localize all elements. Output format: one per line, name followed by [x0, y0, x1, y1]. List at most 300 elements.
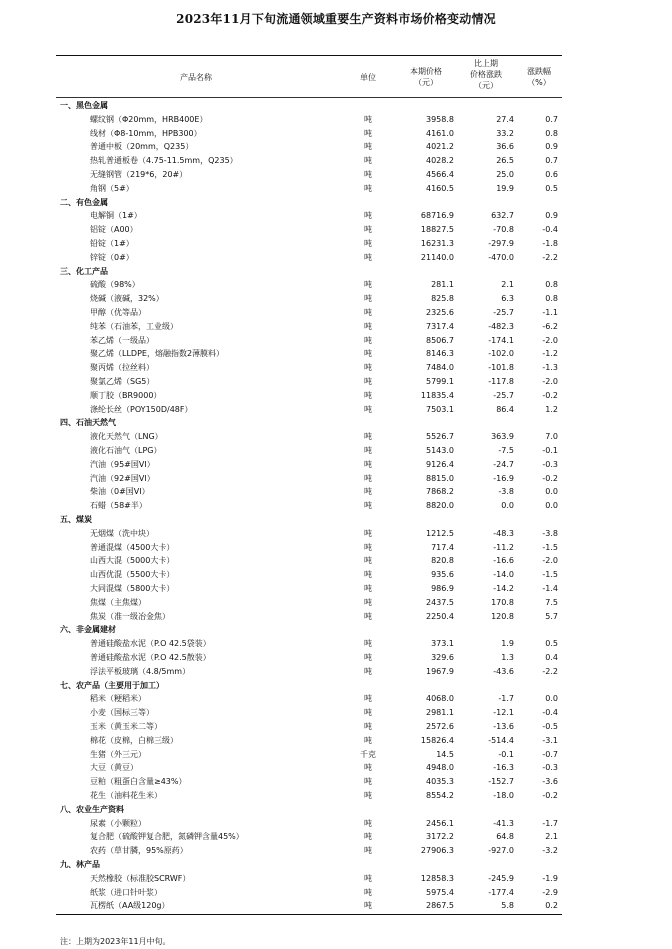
product-name: 普通中板（20mm，Q235） [90, 142, 194, 152]
table-row [56, 306, 562, 320]
unit-cell: 吨 [364, 735, 372, 745]
pct-cell: -0.2 [542, 473, 558, 483]
change-cell: 27.4 [496, 114, 514, 124]
document-title: 2023年11月下旬流通领域重要生产资料市场价格变动情况 [176, 12, 496, 26]
change-cell: 632.7 [491, 211, 514, 221]
change-cell: -102.0 [488, 349, 514, 359]
change-cell: 26.5 [496, 156, 514, 166]
product-name: 大同混煤（5800大卡） [90, 584, 175, 593]
change-cell: -16.6 [493, 556, 514, 566]
category-label: 九、林产品 [60, 860, 100, 869]
category-row [56, 196, 562, 210]
table-row [56, 292, 562, 306]
change-cell: -11.2 [493, 542, 514, 552]
table-row [56, 554, 562, 568]
price-cell: 8506.7 [426, 335, 454, 345]
table-row [56, 706, 562, 720]
table-row [56, 830, 562, 844]
category-row [56, 679, 562, 693]
table-row [56, 499, 562, 513]
price-cell: 18827.5 [420, 225, 454, 235]
price-cell: 2437.5 [426, 597, 454, 607]
header-unit: 单位 [360, 73, 376, 82]
change-cell: 25.0 [496, 170, 514, 179]
category-row [56, 803, 562, 817]
change-cell: 5.8 [501, 901, 514, 911]
product-name: 热轧普通板卷（4.75-11.5mm，Q235） [90, 156, 238, 166]
change-cell: -14.0 [493, 570, 514, 580]
product-name: 柴油（0#国VI） [90, 487, 150, 497]
category-row [56, 623, 562, 637]
pct-cell: 0.8 [545, 280, 558, 290]
product-name: 涤纶长丝（POY150D/48F） [90, 404, 193, 414]
table-row [56, 485, 562, 499]
product-name: 普通硅酸盐水泥（P.O 42.5袋装） [90, 639, 211, 649]
pct-cell: -1.5 [542, 570, 558, 580]
unit-cell: 吨 [364, 239, 372, 248]
change-cell: -297.9 [488, 239, 514, 248]
category-label: 七、农产品（主要用于加工） [60, 680, 164, 690]
unit-cell: 吨 [364, 280, 372, 290]
change-cell: -117.8 [488, 377, 514, 386]
unit-cell: 吨 [364, 528, 372, 538]
pct-cell: 0.5 [545, 183, 558, 193]
price-cell: 8815.0 [426, 473, 454, 483]
pct-cell: -0.2 [542, 390, 558, 400]
pct-cell: -1.8 [542, 239, 558, 248]
pct-cell: 0.8 [545, 128, 558, 138]
table-row [56, 775, 562, 789]
product-name: 无缝钢管（219*6，20#） [90, 170, 188, 179]
change-cell: 170.8 [491, 597, 514, 607]
pct-cell: -2.2 [542, 252, 558, 262]
product-name: 焦煤（主焦煤） [90, 597, 146, 607]
pct-cell: -1.1 [542, 308, 558, 317]
price-cell: 27906.3 [420, 846, 454, 856]
table-row [56, 320, 562, 334]
table-row [56, 651, 562, 665]
table-row [56, 430, 562, 444]
table-row [56, 610, 562, 624]
table-row [56, 140, 562, 154]
pct-cell: -1.9 [542, 873, 558, 883]
table-row [56, 761, 562, 775]
pct-cell: -0.2 [542, 791, 558, 800]
pct-cell: -1.4 [542, 584, 558, 593]
category-label: 三、化工产品 [60, 266, 108, 276]
product-name: 稻米（粳稻米） [90, 694, 146, 704]
change-cell: 1.3 [501, 653, 514, 662]
pct-cell: -1.3 [542, 363, 558, 373]
price-cell: 935.6 [431, 570, 454, 580]
unit-cell: 吨 [364, 556, 372, 566]
table-bottom-rule [56, 914, 562, 915]
price-cell: 3958.8 [426, 114, 454, 124]
table-row [56, 720, 562, 734]
product-name: 花生（油料花生米） [90, 791, 162, 800]
table-row [56, 278, 562, 292]
table-row [56, 734, 562, 748]
pct-cell: -2.0 [542, 335, 558, 345]
product-name: 电解铜（1#） [90, 211, 142, 221]
product-name: 瓦楞纸（AA级120g） [90, 901, 170, 911]
change-cell: -70.8 [493, 225, 514, 235]
product-name: 玉米（黄玉米二等） [90, 722, 162, 731]
product-name: 硫酸（98%） [90, 280, 140, 290]
product-name: 普通混煤（4500大卡） [90, 542, 175, 552]
table-row [56, 361, 562, 375]
unit-cell: 吨 [364, 542, 372, 552]
product-name: 角钢（5#） [90, 183, 134, 193]
pct-cell: -2.0 [542, 556, 558, 566]
price-cell: 7503.1 [426, 404, 454, 414]
product-name: 液化石油气（LPG） [90, 446, 162, 455]
pct-cell: 7.0 [545, 432, 558, 442]
price-cell: 8554.2 [426, 791, 454, 800]
category-label: 六、非金属建材 [60, 625, 116, 635]
product-name: 聚氯乙烯（SG5） [90, 377, 155, 386]
header-price [396, 66, 456, 88]
price-cell: 717.4 [431, 542, 454, 552]
table-row [56, 251, 562, 265]
change-cell: -245.9 [488, 873, 514, 883]
pct-cell: 2.1 [545, 832, 558, 842]
price-cell: 7484.0 [426, 363, 454, 373]
table-row [56, 541, 562, 555]
unit-cell: 吨 [364, 901, 372, 911]
unit-cell: 吨 [364, 832, 372, 842]
pct-cell: -3.6 [542, 777, 558, 787]
unit-cell: 吨 [364, 335, 372, 345]
product-name: 螺纹钢（Φ20mm，HRB400E） [90, 114, 208, 124]
pct-cell: 0.5 [545, 639, 558, 649]
pct-cell: -2.9 [542, 887, 558, 897]
change-cell: -14.2 [493, 584, 514, 593]
header-pct [516, 66, 562, 88]
pct-cell: -3.8 [542, 528, 558, 538]
product-name: 烧碱（液碱，32%） [90, 294, 164, 304]
table-row [56, 692, 562, 706]
pct-cell: -0.5 [542, 722, 558, 731]
change-cell: -25.7 [493, 390, 514, 400]
product-name: 液化天然气（LNG） [90, 432, 163, 442]
price-cell: 5526.7 [426, 432, 454, 442]
table-row [56, 844, 562, 858]
product-name: 豆粕（粗蛋白含量≥43%） [90, 777, 187, 787]
unit-cell: 吨 [364, 128, 372, 138]
category-row [56, 265, 562, 279]
product-name: 锌锭（0#） [90, 252, 134, 262]
pct-cell: -2.0 [542, 377, 558, 386]
price-cell: 2572.6 [426, 722, 454, 731]
price-cell: 4021.2 [426, 142, 454, 152]
unit-cell: 吨 [364, 887, 372, 897]
price-cell: 986.9 [431, 584, 454, 593]
change-cell: 19.9 [496, 183, 514, 193]
unit-cell: 吨 [364, 584, 372, 593]
pct-cell: -2.2 [542, 666, 558, 676]
pct-cell: -1.7 [542, 818, 558, 828]
pct-cell: -0.3 [542, 763, 558, 773]
unit-cell: 吨 [364, 694, 372, 704]
product-name: 山西优混（5500大卡） [90, 570, 175, 580]
table-row [56, 389, 562, 403]
table-row [56, 872, 562, 886]
change-cell: -177.4 [488, 887, 514, 897]
pct-cell: 0.9 [545, 142, 558, 152]
table-row [56, 748, 562, 762]
change-cell: -43.6 [493, 666, 514, 676]
pct-cell: 0.9 [545, 211, 558, 221]
change-cell: -7.5 [498, 446, 514, 455]
change-cell: 33.2 [496, 128, 514, 138]
pct-cell: -6.2 [542, 321, 558, 331]
price-cell: 2456.1 [426, 818, 454, 828]
product-name: 普通硅酸盐水泥（P.O 42.5散装） [90, 653, 211, 662]
product-name: 汽油（92#国VI） [90, 473, 155, 483]
change-cell: 0.0 [501, 501, 514, 511]
price-cell: 8820.0 [426, 501, 454, 511]
product-name: 纸浆（进口针叶浆） [90, 887, 162, 897]
unit-cell: 吨 [364, 459, 372, 469]
unit-cell: 吨 [364, 349, 372, 359]
pct-cell: 0.4 [545, 653, 558, 662]
price-cell: 329.6 [431, 653, 454, 662]
price-cell: 5799.1 [426, 377, 454, 386]
table-row [56, 527, 562, 541]
unit-cell: 吨 [364, 252, 372, 262]
change-cell: 1.9 [501, 639, 514, 649]
change-cell: -3.8 [498, 487, 514, 497]
category-row [56, 513, 562, 527]
header-change [456, 58, 516, 91]
pct-cell: -0.4 [542, 225, 558, 235]
price-cell: 1967.9 [426, 666, 454, 676]
price-cell: 4161.0 [426, 128, 454, 138]
price-cell: 12858.3 [420, 873, 454, 883]
product-name: 山西大混（5000大卡） [90, 556, 175, 566]
table-row [56, 182, 562, 196]
price-cell: 15826.4 [420, 735, 454, 745]
table-row [56, 596, 562, 610]
price-cell: 14.5 [436, 749, 454, 759]
table-row [56, 127, 562, 141]
category-label: 四、石油天然气 [60, 418, 116, 428]
change-cell: -18.0 [493, 791, 514, 800]
product-name: 复合肥（硫酸钾复合肥，氮磷钾含量45%） [90, 832, 244, 842]
table-row [56, 899, 562, 913]
unit-cell: 吨 [364, 763, 372, 773]
price-cell: 373.1 [431, 639, 454, 649]
unit-cell: 吨 [364, 708, 372, 718]
header-price-line1: 本期价格 [410, 67, 442, 76]
pct-cell: 0.0 [545, 487, 558, 497]
change-cell: -927.0 [488, 846, 514, 856]
header-price-line2: （元） [414, 78, 438, 87]
change-cell: -24.7 [493, 459, 514, 469]
unit-cell: 吨 [364, 791, 372, 800]
table-row [56, 375, 562, 389]
unit-cell: 吨 [364, 142, 372, 152]
change-cell: 120.8 [491, 611, 514, 621]
table-row [56, 209, 562, 223]
product-name: 苯乙烯（一级品） [90, 335, 154, 345]
product-name: 纯苯（石油苯，工业级） [90, 321, 178, 331]
unit-cell: 吨 [364, 308, 372, 317]
product-name: 聚丙烯（拉丝料） [90, 363, 154, 373]
price-cell: 8146.3 [426, 349, 454, 359]
product-name: 尿素（小颗粒） [90, 818, 146, 828]
table-row [56, 568, 562, 582]
price-cell: 4948.0 [426, 763, 454, 773]
change-cell: 2.1 [501, 280, 514, 290]
unit-cell: 吨 [364, 183, 372, 193]
unit-cell: 吨 [364, 390, 372, 400]
product-name: 无烟煤（洗中块） [90, 528, 154, 538]
product-name: 聚乙烯（LLDPE，熔融指数2薄膜料） [90, 349, 225, 359]
table-row [56, 168, 562, 182]
product-name: 石蜡（58#半） [90, 501, 147, 511]
price-cell: 68716.9 [420, 211, 454, 221]
unit-cell: 吨 [364, 446, 372, 455]
unit-cell: 吨 [364, 639, 372, 649]
table-row [56, 817, 562, 831]
pct-cell: 7.5 [545, 597, 558, 607]
table-row [56, 444, 562, 458]
table-row [56, 789, 562, 803]
price-cell: 4160.5 [426, 183, 454, 193]
change-cell: -16.9 [493, 473, 514, 483]
category-row [56, 99, 562, 113]
table-row [56, 113, 562, 127]
change-cell: -470.0 [488, 252, 514, 262]
price-cell: 5975.4 [426, 887, 454, 897]
change-cell: -1.7 [498, 694, 514, 704]
table-row [56, 237, 562, 251]
pct-cell: 0.0 [545, 694, 558, 704]
change-cell: -0.1 [498, 749, 514, 759]
pct-cell: -0.4 [542, 708, 558, 718]
unit-cell: 吨 [364, 873, 372, 883]
unit-cell: 吨 [364, 611, 372, 621]
product-name: 甲醇（优等品） [90, 308, 146, 317]
product-name: 棉花（皮棉，白棉三级） [90, 735, 178, 745]
price-cell: 2250.4 [426, 611, 454, 621]
pct-cell: 0.8 [545, 294, 558, 304]
change-cell: -48.3 [493, 528, 514, 538]
pct-cell: -0.7 [542, 749, 558, 759]
table-row [56, 637, 562, 651]
category-label: 五、煤炭 [60, 515, 92, 524]
change-cell: -101.8 [488, 363, 514, 373]
table-row [56, 154, 562, 168]
unit-cell: 吨 [364, 225, 372, 235]
product-name: 农药（草甘膦，95%原药） [90, 846, 188, 856]
price-cell: 7317.4 [426, 321, 454, 331]
change-cell: -13.6 [493, 722, 514, 731]
unit-cell: 吨 [364, 294, 372, 304]
unit-cell: 吨 [364, 170, 372, 179]
change-cell: -12.1 [493, 708, 514, 718]
unit-cell: 吨 [364, 114, 372, 124]
unit-cell: 吨 [364, 211, 372, 221]
unit-cell: 吨 [364, 722, 372, 731]
pct-cell: 1.2 [545, 404, 558, 414]
table-row [56, 472, 562, 486]
pct-cell: -3.2 [542, 846, 558, 856]
unit-cell: 吨 [364, 404, 372, 414]
product-name: 浮法平板玻璃（4.8/5mm） [90, 666, 191, 676]
product-name: 生猪（外三元） [90, 749, 146, 759]
change-cell: 64.8 [496, 832, 514, 842]
header-bottom-rule [56, 97, 562, 98]
pct-cell: -1.2 [542, 349, 558, 359]
product-name: 铝锭（A00） [90, 225, 138, 235]
table-row [56, 347, 562, 361]
header-name: 产品名称 [180, 73, 212, 82]
category-label: 八、农业生产资料 [60, 804, 124, 814]
table-row [56, 886, 562, 900]
table-row [56, 582, 562, 596]
product-name: 大豆（黄豆） [90, 763, 138, 773]
product-name: 顺丁胶（BR9000） [90, 390, 162, 400]
product-name: 小麦（国标三等） [90, 708, 154, 718]
pct-cell: 0.2 [545, 901, 558, 911]
unit-cell: 吨 [364, 377, 372, 386]
price-cell: 16231.3 [420, 239, 454, 248]
unit-cell: 吨 [364, 666, 372, 676]
header-change-line3: （元） [474, 81, 498, 90]
unit-cell: 吨 [364, 363, 372, 373]
pct-cell: 5.7 [545, 611, 558, 621]
header-change-line1: 比上期 [474, 59, 498, 68]
header-pct-line2: （%） [527, 78, 551, 87]
header-change-line2: 价格涨跌 [470, 70, 502, 79]
pct-cell: -0.3 [542, 459, 558, 469]
unit-cell: 吨 [364, 653, 372, 662]
price-cell: 3172.2 [426, 832, 454, 842]
footnote: 注：上期为2023年11月中旬。 [60, 937, 171, 946]
price-cell: 2325.6 [426, 308, 454, 317]
table-row [56, 458, 562, 472]
change-cell: -514.4 [488, 735, 514, 745]
category-row [56, 858, 562, 872]
unit-cell: 吨 [364, 156, 372, 166]
price-cell: 21140.0 [420, 252, 454, 262]
unit-cell: 吨 [364, 473, 372, 483]
product-name: 铅锭（1#） [90, 239, 134, 248]
category-row [56, 416, 562, 430]
price-cell: 4566.4 [426, 170, 454, 179]
price-cell: 281.1 [431, 280, 454, 290]
pct-cell: 0.7 [545, 114, 558, 124]
unit-cell: 吨 [364, 777, 372, 787]
change-cell: 86.4 [496, 404, 514, 414]
change-cell: -16.3 [493, 763, 514, 773]
change-cell: 6.3 [501, 294, 514, 304]
change-cell: 363.9 [491, 432, 514, 442]
unit-cell: 吨 [364, 846, 372, 856]
price-cell: 1212.5 [426, 528, 454, 538]
change-cell: -482.3 [488, 321, 514, 331]
price-cell: 7868.2 [426, 487, 454, 497]
price-cell: 820.8 [431, 556, 454, 566]
pct-cell: 0.6 [545, 170, 558, 179]
category-label: 二、有色金属 [60, 197, 108, 207]
price-cell: 9126.4 [426, 459, 454, 469]
price-cell: 11835.4 [420, 390, 454, 400]
unit-cell: 千克 [360, 749, 376, 759]
